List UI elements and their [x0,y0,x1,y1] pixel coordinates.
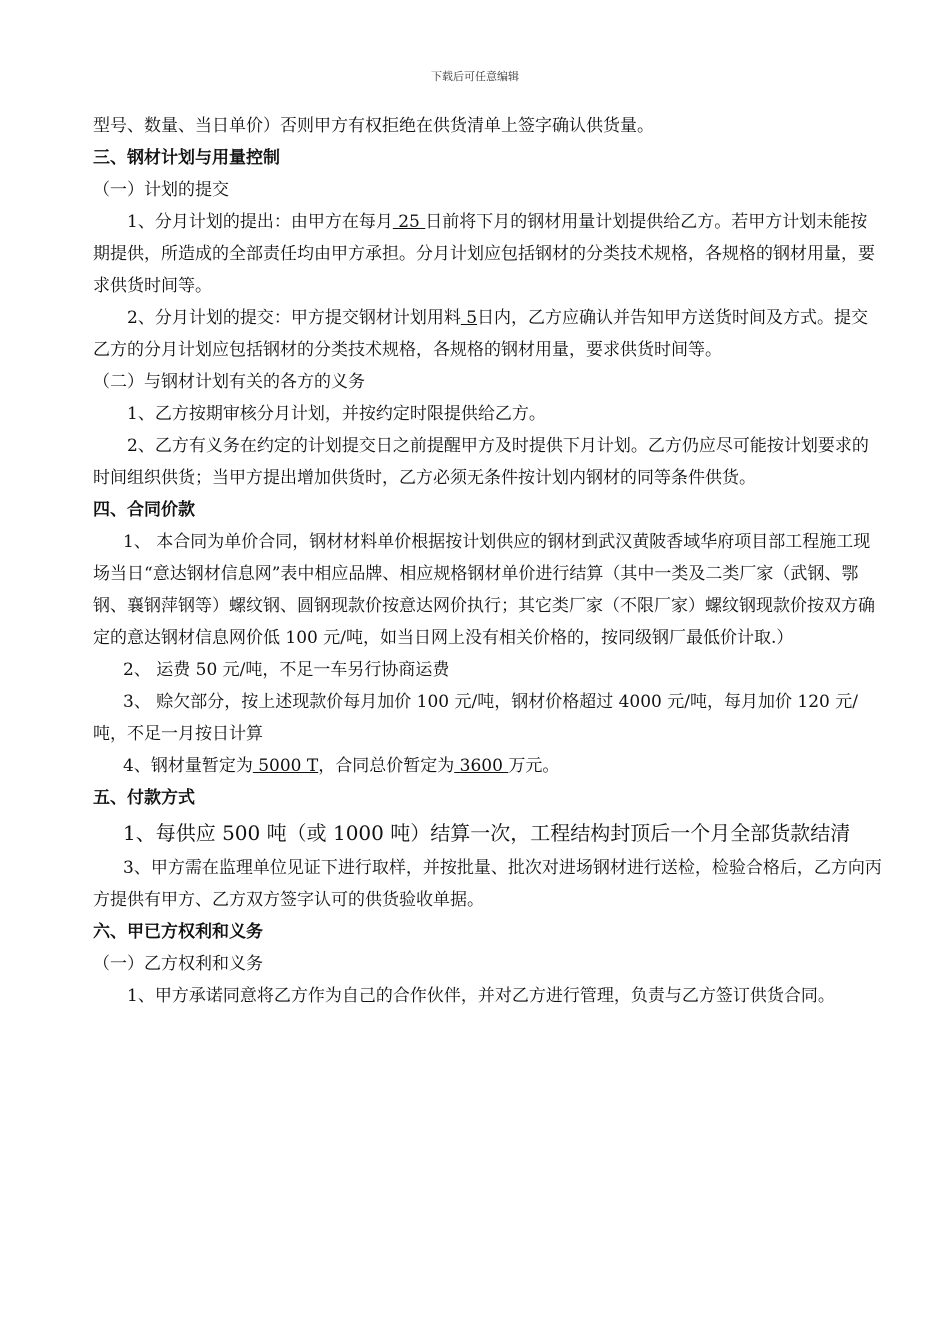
subsection-3-2: （二）与钢材计划有关的各方的义务 [93,372,365,392]
clause-4-1: 1、 本合同为单价合同，钢材材料单价根据按计划供应的钢材到武汉黄陂香域华府项目部工程施工现场当日“意达钢材信息网”表中相应品牌、相应规格钢材单价进行结算（其中一类及二类厂家（武钢、鄂钢、襄钢萍钢等）螺纹钢、圆钢现款价按意达网价执行；其它类厂家（不限厂家）螺纹钢现款价按双方确定的意达钢材信息网价低 100 元/吨，如当日网上没有相关价格的，按同级钢厂最低价计取.） [93,532,875,648]
page-header: 下载后可任意编辑 [431,70,519,83]
paragraph-continuation: 型号、数量、当日单价）否则甲方有权拒绝在供货清单上签字确认供货量。 [93,116,654,136]
clause-5-3: 3、甲方需在监理单位见证下进行取样，并按批量、批次对进场钢材进行送检，检验合格后，乙方向丙方提供有甲方、乙方双方签字认可的供货验收单据。 [93,858,882,910]
section-heading-4: 四、合同价款 [93,500,195,520]
document-body [93,110,883,1012]
subsection-3-1: （一）计划的提交 [93,180,229,200]
clause-3-1-text-a: 1、分月计划的提出：由甲方在每月 [127,212,393,232]
clause-4-4-text-c: 万元。 [508,756,560,776]
clause-4-4-text-b: ，合同总价暂定为 [318,756,455,776]
confirm-days: 5 [460,308,478,328]
clause-3-1-text-b: 日前将下月的钢材用量计划提供给乙方。若甲方计划未能按期提供，所造成的全部责任均由甲方承担。分月计划应包括钢材的分类技术规格，各规格的钢材用量，要求供货时间等。 [93,212,875,296]
clause-3-4: 2、乙方有义务在约定的计划提交日之前提醒甲方及时提供下月计划。乙方仍应尽可能按计划要求的时间组织供货；当甲方提出增加供货时，乙方必须无条件按计划内钢材的同等条件供货。 [93,436,869,488]
clause-4-3: 3、 赊欠部分，按上述现款价每月加价 100 元/吨，钢材价格超过 4000 元/吨，每月加价 120 元/吨，不足一月按日计算 [93,692,858,744]
clause-5-1: 1、每供应 500 吨（或 1000 吨）结算一次，工程结构封顶后一个月全部货款结清 [123,821,851,845]
section-heading-6: 六、甲已方权利和义务 [93,922,263,942]
plan-deadline-day: 25 [392,212,426,232]
contract-total: 3600 [454,756,509,776]
steel-quantity: 5000 T [252,756,319,776]
clause-3-2 [93,302,883,366]
clause-4-4-text-a: 4、钢材量暂定为 [123,756,253,776]
clause-3-2-text-b: 日内，乙方应确认并告知甲方送货时间及方式。提交乙方的分月计划应包括钢材的分类技术规格，各规格的钢材用量，要求供货时间等。 [93,308,869,360]
clause-4-4 [93,750,883,782]
clause-6-1: 1、甲方承诺同意将乙方作为自己的合作伙伴，并对乙方进行管理，负责与乙方签订供货合同。 [127,986,835,1006]
subsection-6-1: （一）乙方权利和义务 [93,954,263,974]
section-heading-5: 五、付款方式 [93,788,195,808]
clause-3-3: 1、乙方按期审核分月计划，并按约定时限提供给乙方。 [127,404,546,424]
clause-3-2-text-a: 2、分月计划的提交：甲方提交钢材计划用料 [127,308,461,328]
section-heading-3: 三、钢材计划与用量控制 [93,148,280,168]
clause-4-2: 2、 运费 50 元/吨，不足一车另行协商运费 [123,660,450,680]
clause-3-1 [93,206,883,302]
